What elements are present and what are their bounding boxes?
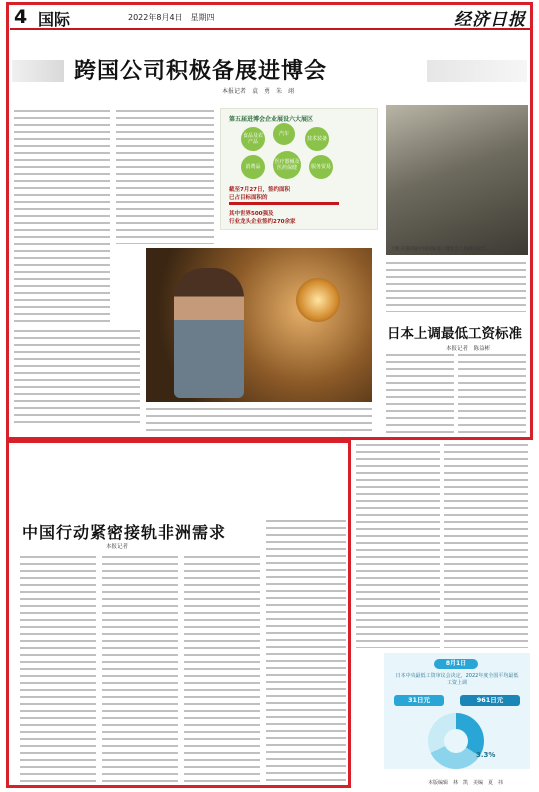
wage-increase-pill: 31日元	[394, 695, 444, 706]
bubble-food: 食品及农产品	[241, 127, 265, 151]
wage-data-box	[384, 653, 530, 769]
japan-text-column-1	[386, 354, 454, 434]
title-decoration-right	[427, 60, 527, 82]
africa-text-column-2	[102, 556, 178, 782]
infographic-note-2b: 行业龙头企业签约270余家	[229, 219, 296, 225]
craftsman-photo	[146, 248, 372, 402]
expo-photo-caption: 上图 在第四届中国国际进口博览会上拍摄的展台。	[390, 247, 491, 252]
title-decoration-left	[12, 60, 64, 82]
wage-percent: 3.3%	[476, 751, 496, 759]
issue-date: 2022年8月4日 星期四	[128, 13, 215, 22]
bubble-services: 服务贸易	[309, 155, 333, 179]
africa-headline: 中国行动紧密接轨非洲需求	[22, 523, 227, 542]
lead-text-column-4	[14, 330, 140, 424]
craftsman-figure	[174, 268, 244, 398]
japan-headline: 日本上调最低工资标准	[387, 326, 522, 342]
lead-byline: 本报记者 袁 勇 朱 翊	[222, 88, 295, 95]
infographic-bar	[229, 202, 339, 205]
lead-text-column-5	[146, 408, 372, 436]
infographic-note-1b: 已占目标面积的	[229, 195, 268, 201]
japan-text-column-4	[444, 444, 528, 648]
bubble-consumer: 消费品	[241, 155, 265, 179]
page-number: 4	[14, 6, 28, 28]
bubble-tech: 技术装备	[305, 127, 329, 151]
lead-text-column-1	[14, 110, 110, 322]
lead-title-band	[12, 50, 527, 96]
page-header	[10, 4, 530, 30]
wage-date-badge: 8月1日	[434, 659, 478, 669]
africa-text-column-3	[184, 556, 260, 782]
bubble-medical: 医疗器械及医药保健	[273, 151, 301, 179]
lead-text-column-6	[386, 262, 526, 312]
africa-text-column-4	[266, 520, 346, 782]
wage-description: 日本中央最低工资审议会决定，2022年度全国平均最低工资上调	[395, 673, 519, 686]
africa-text-column-1	[20, 556, 96, 782]
wage-average-pill: 961日元	[460, 695, 520, 706]
lead-headline: 跨国公司积极备展进博会	[74, 59, 328, 84]
wage-donut	[428, 713, 484, 769]
expo-infographic	[220, 108, 378, 230]
infographic-note-2: 其中世界500强及	[229, 211, 274, 217]
lead-text-column-2	[116, 110, 214, 244]
japan-text-column-2	[458, 354, 526, 434]
africa-byline: 本报记者	[106, 544, 129, 550]
bubble-auto: 汽车	[273, 123, 295, 145]
infographic-title: 第五届进博会企业展设六大展区	[229, 116, 314, 123]
japan-text-column-3	[356, 444, 440, 648]
japan-byline: 本报记者 陈益彬	[446, 346, 491, 352]
lamp-figure	[296, 278, 340, 322]
section-name: 国际	[38, 10, 71, 29]
infographic-note-1: 截至7月27日，签约面积	[229, 187, 290, 193]
paper-name: 经济日报	[454, 10, 526, 30]
expo-photo	[386, 105, 528, 255]
editor-credit: 本版编辑 林 凯 美编 夏 祎	[428, 780, 504, 786]
